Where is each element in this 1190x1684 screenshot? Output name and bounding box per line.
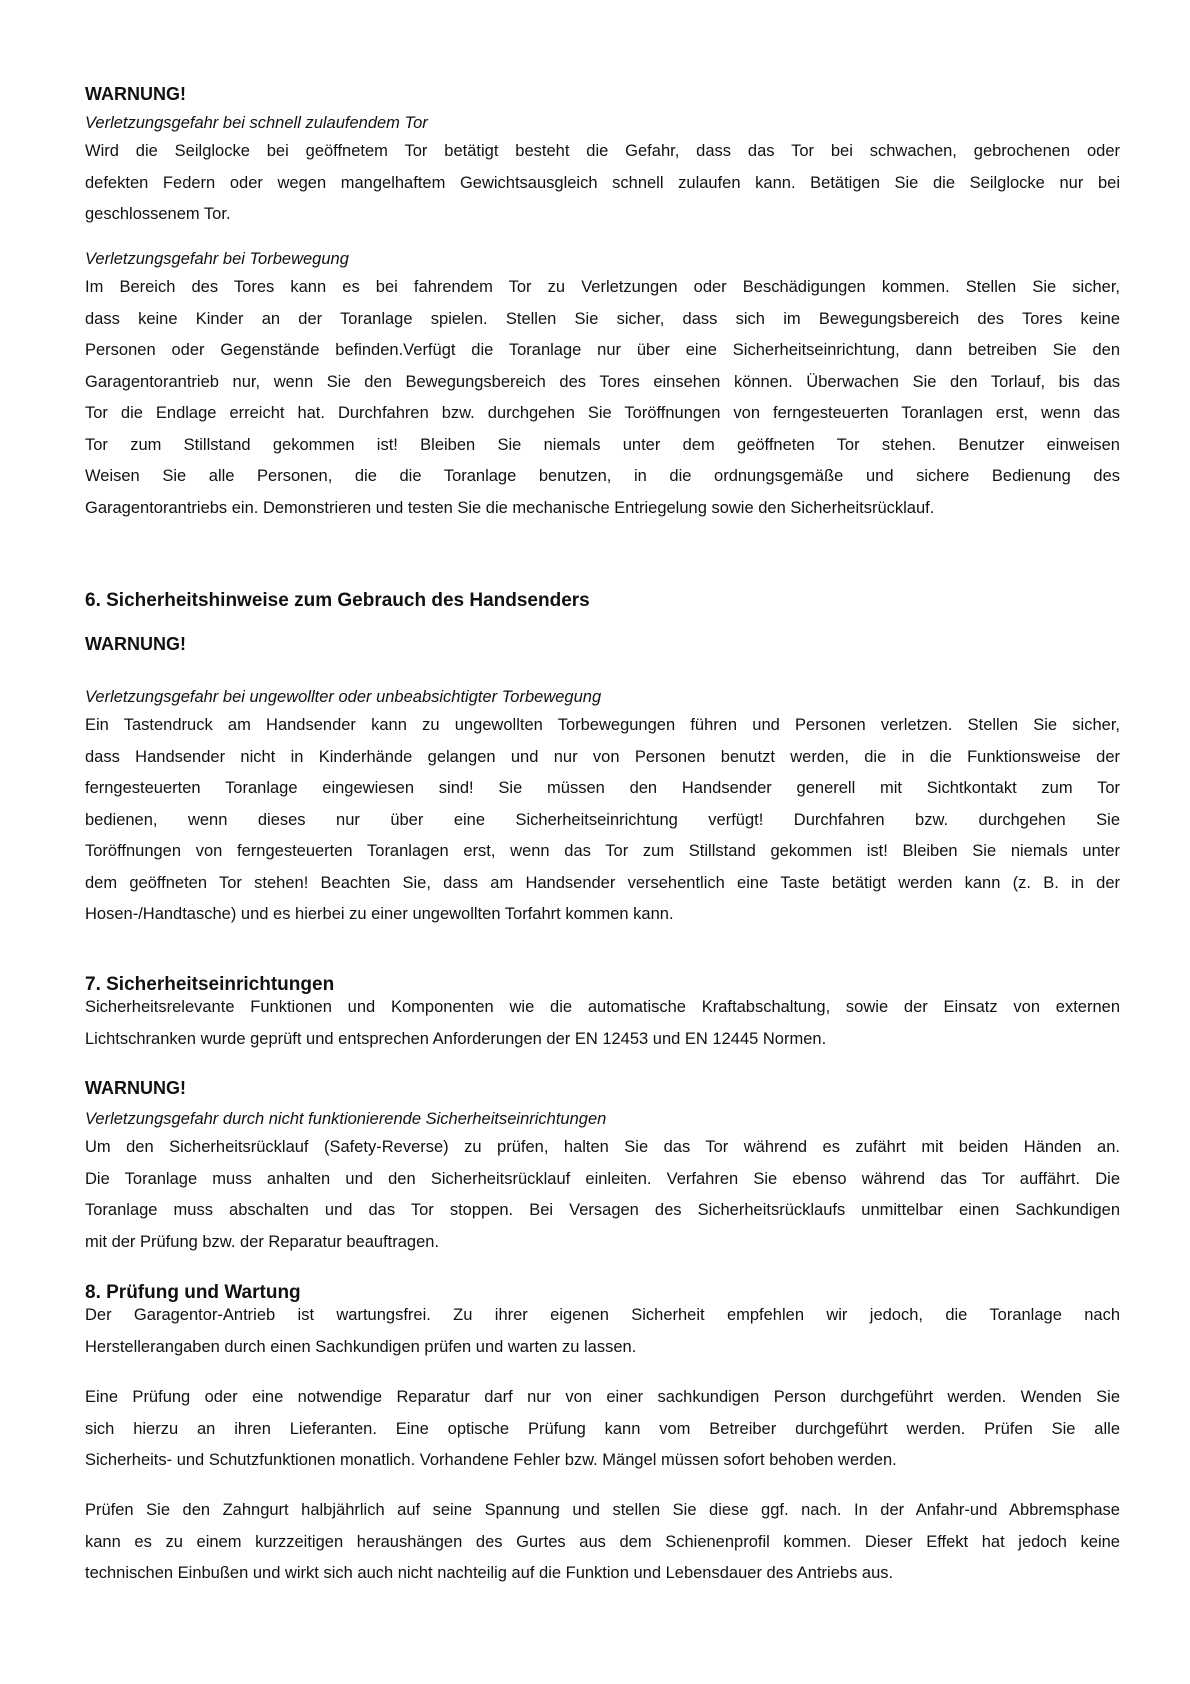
text-line: Toröffnungen von ferngesteuerten Toranlagen erst, wenn das Tor zum Stillstand gekommen ist! Bleiben Sie niemals unter — [85, 842, 1120, 860]
section-heading-7: 7. Sicherheitseinrichtungen — [85, 974, 335, 995]
text-line: Prüfen Sie den Zahngurt halbjährlich auf seine Spannung und stellen Sie diese ggf. nach. In der Anfahr-und Abbremsphase — [85, 1501, 1120, 1519]
text-line: geschlossenem Tor. — [85, 205, 231, 223]
text-line: Toranlage muss abschalten und das Tor stoppen. Bei Versagen des Sicherheitsrücklaufs unmittelbar einen Sachkundigen — [85, 1201, 1120, 1219]
text-line: Hosen-/Handtasche) und es hierbei zu einer ungewollten Torfahrt kommen kann. — [85, 905, 674, 923]
text-line: Ein Tastendruck am Handsender kann zu ungewollten Torbewegungen führen und Personen verletzen. Stellen Sie sicher, — [85, 716, 1120, 734]
text-line: Die Toranlage muss anhalten und den Sicherheitsrücklauf einleiten. Verfahren Sie ebenso während das Tor auffährt. Die — [85, 1169, 1120, 1188]
text-line: Lichtschranken wurde geprüft und entsprechen Anforderungen der EN 12453 und EN 12445 Normen. — [85, 1029, 827, 1048]
hazard-subtitle: Verletzungsgefahr bei ungewollter oder unbeabsichtigter Torbewegung — [85, 688, 602, 706]
text-line: Sicherheitsrelevante Funktionen und Komponenten wie die automatische Kraftabschaltung, sowie der Einsatz von externen — [85, 998, 1120, 1016]
text-line: Im Bereich des Tores kann es bei fahrendem Tor zu Verletzungen oder Beschädigungen kommen. Stellen Sie sicher, — [85, 278, 1120, 296]
text-line: Weisen Sie alle Personen, die die Toranlage benutzen, in die ordnungsgemäße und sichere Bedienung des — [85, 467, 1120, 485]
hazard-subtitle: Verletzungsgefahr durch nicht funktionierende Sicherheitseinrichtungen — [85, 1110, 607, 1128]
text-line: Tor zum Stillstand gekommen ist! Bleiben Sie niemals unter dem geöffneten Tor stehen. Benutzer einweisen — [85, 435, 1120, 454]
text-line: Garagentorantriebs ein. Demonstrieren und testen Sie die mechanische Entriegelung sowie den Sicherheitsrücklauf. — [85, 498, 935, 517]
text-line: sich hierzu an ihren Lieferanten. Eine optische Prüfung kann vom Betreiber durchgeführt werden. Prüfen Sie alle — [85, 1419, 1120, 1438]
paragraph — [85, 992, 1120, 1055]
section-heading-6: 6. Sicherheitshinweise zum Gebrauch des Handsenders — [85, 590, 590, 611]
paragraph — [85, 1495, 1120, 1590]
paragraph — [85, 1300, 1120, 1363]
text-line: Garagentorantrieb nur, wenn Sie den Bewegungsbereich des Tores einsehen können. Überwachen Sie den Torlauf, bis das — [85, 372, 1120, 391]
paragraph — [85, 136, 1120, 231]
text-line: Sicherheits- und Schutzfunktionen monatlich. Vorhandene Fehler bzw. Mängel müssen sofort behoben werden. — [85, 1451, 897, 1469]
text-line: Tor die Endlage erreicht hat. Durchfahren bzw. durchgehen Sie Toröffnungen von ferngesteuerten Toranlagen erst, wenn das — [85, 404, 1120, 422]
text-line: dass keine Kinder an der Toranlage spielen. Stellen Sie sicher, dass sich im Bewegungsbereich des Tores keine — [85, 309, 1120, 328]
paragraph — [85, 1382, 1120, 1477]
warning-heading: WARNUNG! — [85, 84, 186, 104]
text-line: Wird die Seilglocke bei geöffnetem Tor betätigt besteht die Gefahr, dass das Tor bei schwachen, gebrochenen oder — [85, 142, 1120, 160]
hazard-subtitle: Verletzungsgefahr bei schnell zulaufendem Tor — [85, 114, 428, 132]
paragraph — [85, 272, 1120, 524]
hazard-subtitle: Verletzungsgefahr bei Torbewegung — [85, 250, 349, 268]
text-line: technischen Einbußen und wirkt sich auch nicht nachteilig auf die Funktion und Lebensdauer des Antriebs aus. — [85, 1564, 894, 1582]
text-line: Um den Sicherheitsrücklauf (Safety-Reverse) zu prüfen, halten Sie das Tor während es zufährt mit beiden Händen an. — [85, 1138, 1120, 1156]
text-line: Eine Prüfung oder eine notwendige Reparatur darf nur von einer sachkundigen Person durchgeführt werden. Wenden Sie — [85, 1388, 1120, 1406]
text-line: kann es zu einem kurzzeitigen heraushängen des Gurtes aus dem Schienenprofil kommen. Dieser Effekt hat jedoch keine — [85, 1532, 1120, 1551]
warning-heading: WARNUNG! — [85, 1078, 186, 1098]
text-line: Herstellerangaben durch einen Sachkundigen prüfen und warten zu lassen. — [85, 1337, 637, 1356]
text-line: Personen oder Gegenstände befinden.Verfügt die Toranlage nur über eine Sicherheitseinrichtung, dann betreiben Sie den — [85, 341, 1120, 359]
paragraph — [85, 710, 1120, 931]
paragraph — [85, 1132, 1120, 1258]
text-line: defekten Federn oder wegen mangelhaftem Gewichtsausgleich schnell zulaufen kann. Betätigen Sie die Seilglocke nur bei — [85, 173, 1120, 192]
text-line: mit der Prüfung bzw. der Reparatur beauftragen. — [85, 1232, 440, 1251]
text-line: dass Handsender nicht in Kinderhände gelangen und nur von Personen benutzt werden, die in die Funktionsweise der — [85, 747, 1120, 766]
section-heading-8: 8. Prüfung und Wartung — [85, 1282, 301, 1303]
text-line: Der Garagentor-Antrieb ist wartungsfrei. Zu ihrer eigenen Sicherheit empfehlen wir jedoch, die Toranlage nach — [85, 1306, 1120, 1324]
warning-heading: WARNUNG! — [85, 634, 186, 654]
text-line: dem geöffneten Tor stehen! Beachten Sie, dass am Handsender versehentlich eine Taste betätigt werden kann (z. B. in der — [85, 873, 1120, 892]
text-line: bedienen, wenn dieses nur über eine Sicherheitseinrichtung verfügt! Durchfahren bzw. durchgehen Sie — [85, 810, 1120, 829]
text-line: ferngesteuerten Toranlage eingewiesen sind! Sie müssen den Handsender generell mit Sichtkontakt zum Tor — [85, 779, 1120, 797]
